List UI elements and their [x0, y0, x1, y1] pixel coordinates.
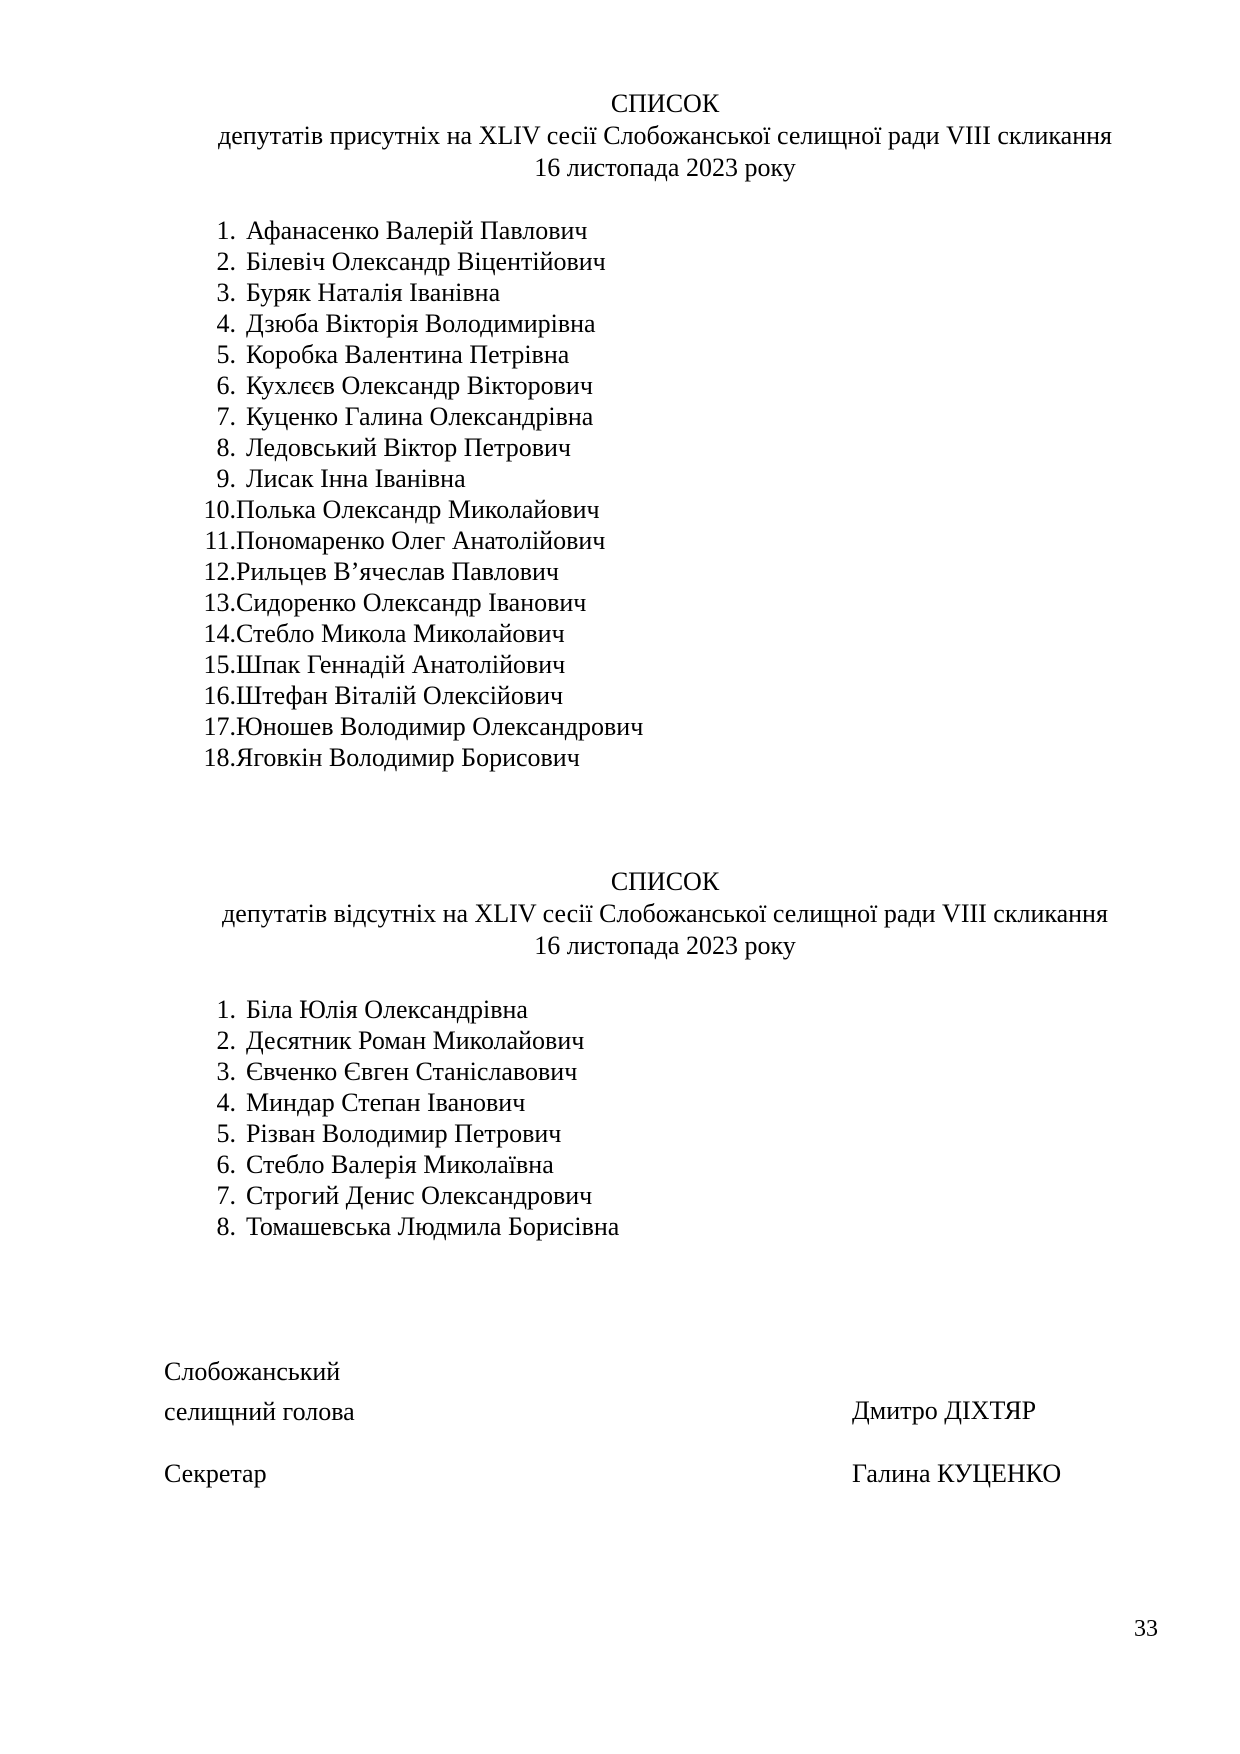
list-item: [198, 246, 643, 277]
list-item: [198, 1056, 619, 1087]
list-item-number: 7.: [216, 1181, 236, 1210]
list-item-name: Десятник Роман Миколайович: [246, 1026, 585, 1055]
list-item-name: Яговкін Володимир Борисович: [236, 743, 580, 772]
list-item-name: Стебло Валерія Миколаївна: [246, 1150, 554, 1179]
list-item: [198, 1180, 619, 1211]
list-item-name: Томашевська Людмила Борисівна: [246, 1212, 620, 1241]
list-item: [198, 1025, 619, 1056]
absent-list-heading: [0, 866, 1240, 962]
list-item: [198, 711, 643, 742]
list-item-number: 4.: [216, 1088, 236, 1117]
list-item-name: Юношев Володимир Олександрович: [236, 712, 644, 741]
list-item-number: 1.: [216, 995, 236, 1024]
list-item: [198, 1149, 619, 1180]
list-item-spacer: [236, 246, 246, 277]
list-item-number: 12.: [203, 557, 236, 586]
list-item: [198, 556, 643, 587]
list-item-name: Коробка Валентина Петрівна: [246, 340, 570, 369]
present-list-heading: [0, 88, 1240, 184]
present-list-date: 16 листопада 2023 року: [534, 153, 796, 182]
list-item-number: 5.: [216, 340, 236, 369]
head-signature-name: Дмитро ДІХТЯР: [852, 1396, 1037, 1425]
list-item-name: Буряк Наталія Іванівна: [246, 278, 501, 307]
list-item-number: 1.: [216, 216, 236, 245]
present-list-subtitle: депутатів присутніх на XLIV сесії Слобожанської селищної ради VIII скликання: [218, 121, 1112, 150]
absent-list-subtitle: депутатів відсутніх на XLIV сесії Слобожанської селищної ради VIII скликання: [222, 899, 1108, 928]
list-item: [198, 401, 643, 432]
list-item-number: 11.: [204, 526, 236, 555]
list-item-spacer: [236, 994, 246, 1025]
list-item: [198, 587, 643, 618]
list-item-name: Білевіч Олександр Віцентійович: [246, 247, 606, 276]
list-item-spacer: [236, 1180, 246, 1211]
list-item-name: Євченко Євген Станіславович: [246, 1057, 578, 1086]
list-item: [198, 742, 643, 773]
list-item: [198, 432, 643, 463]
list-item-spacer: [236, 1087, 246, 1118]
list-item-name: Миндар Степан Іванович: [246, 1088, 526, 1117]
absent-list-title: СПИСОК: [610, 867, 720, 896]
list-item-name: Біла Юлія Олександрівна: [246, 995, 528, 1024]
list-item-number: 3.: [216, 278, 236, 307]
list-item-number: 2.: [216, 1026, 236, 1055]
list-item-number: 3.: [216, 1057, 236, 1086]
list-item-spacer: [236, 308, 246, 339]
list-item-spacer: [236, 215, 246, 246]
list-item-name: Строгий Денис Олександрович: [246, 1181, 593, 1210]
list-item-name: Стебло Микола Миколайович: [236, 619, 565, 648]
list-item-number: 15.: [203, 650, 236, 679]
list-item-name: Куценко Галина Олександрівна: [246, 402, 594, 431]
list-item-number: 8.: [216, 433, 236, 462]
list-item: [198, 370, 643, 401]
list-item-spacer: [236, 1025, 246, 1056]
list-item: [198, 339, 643, 370]
head-label-line2: селищний голова: [164, 1397, 355, 1426]
list-item: [198, 494, 643, 525]
list-item-spacer: [236, 432, 246, 463]
list-item-name: Штефан Віталій Олексійович: [236, 681, 564, 710]
list-item-name: Полька Олександр Миколайович: [236, 495, 600, 524]
list-item: [198, 463, 643, 494]
list-item-number: 7.: [216, 402, 236, 431]
list-item-number: 17.: [203, 712, 236, 741]
present-list-title: СПИСОК: [610, 89, 720, 118]
absent-list-date: 16 листопада 2023 року: [534, 931, 796, 960]
list-item-number: 16.: [203, 681, 236, 710]
list-item-name: Сидоренко Олександр Іванович: [236, 588, 587, 617]
list-item-spacer: [236, 463, 246, 494]
list-item: [198, 1118, 619, 1149]
list-item-name: Шпак Геннадій Анатолійович: [236, 650, 566, 679]
list-item-spacer: [236, 1056, 246, 1087]
list-item: [198, 1087, 619, 1118]
list-item-name: Лисак Інна Іванівна: [246, 464, 466, 493]
list-item-number: 5.: [216, 1119, 236, 1148]
list-item-number: 18.: [203, 743, 236, 772]
document-page: СПИСОК депутатів присутніх на XLIV сесії Слобожанської селищної ради VIII скликання 16 листопада 2023 року 1. Афанасенко Валерій Павлович 2. Білевіч Олександр Віцентійович 3. Буряк Наталія Іванівна 4. Дзюба Вікторія Володимирівна 5. Коробка Валентина Петрівна 6. Кухлєєв Олександр Вікторович 7. Куценко Галина Олександрівна 8. Ледовський Віктор Петрович 9. Лисак Інна Іванівна 10. Полька Олександр Миколайович 11. Пономаренко Олег Анатолійович 12. Рильцев В’ячеслав Павлович 13. Сидоренко Олександр Іванович 14. Стебло Микола Миколайович 15. Шпак Геннадій Анатолійович 16. Штефан Віталій Олексійович 17. Юношев Володимир Олександрович 18. Яговкін Володимир Борисович СПИСОК депутатів відсутніх на XLIV сесії Слобожанської селищної ради VIII скликання 16 листопада 2023 року 1. Біла Юлія Олександрівна 2. Десятник Роман Миколайович 3. Євченко Євген Станіславович 4. Миндар Степан Іванович 5. Різван Володимир Петрович 6. Стебло Валерія Миколаївна 7. Строгий Денис Олександрович 8. Томашевська Людмила Борисівна Слобожанський селищний голова Дмитро ДІХТЯР Секретар Галина КУЦЕНКО 33: [0, 0, 1240, 1754]
list-item-number: 10.: [203, 495, 236, 524]
list-item-number: 6.: [216, 371, 236, 400]
list-item: [198, 277, 643, 308]
list-item-number: 2.: [216, 247, 236, 276]
head-label-line1: Слобожанський: [164, 1357, 341, 1386]
list-item-number: 13.: [203, 588, 236, 617]
list-item-name: Кухлєєв Олександр Вікторович: [246, 371, 593, 400]
absent-deputies-list: [198, 994, 619, 1242]
list-item-name: Ледовський Віктор Петрович: [246, 433, 571, 462]
list-item-spacer: [236, 277, 246, 308]
secretary-signature-label: Секретар: [164, 1459, 267, 1488]
list-item: [198, 1211, 619, 1242]
list-item-name: Різван Володимир Петрович: [246, 1119, 562, 1148]
list-item-spacer: [236, 401, 246, 432]
list-item: [198, 994, 619, 1025]
list-item: [198, 680, 643, 711]
head-signature-label: [164, 1352, 355, 1432]
list-item-spacer: [236, 1149, 246, 1180]
list-item-name: Пономаренко Олег Анатолійович: [236, 526, 606, 555]
present-deputies-list: [198, 215, 643, 773]
list-item: [198, 308, 643, 339]
list-item-number: 6.: [216, 1150, 236, 1179]
list-item: [198, 215, 643, 246]
list-item-spacer: [236, 1211, 246, 1242]
list-item: [198, 525, 643, 556]
list-item-number: 9.: [216, 464, 236, 493]
secretary-signature-name: Галина КУЦЕНКО: [852, 1459, 1062, 1488]
list-item-number: 4.: [216, 309, 236, 338]
list-item: [198, 649, 643, 680]
list-item-spacer: [236, 1118, 246, 1149]
list-item-number: 8.: [216, 1212, 236, 1241]
list-item-spacer: [236, 370, 246, 401]
list-item-spacer: [236, 339, 246, 370]
list-item-name: Афанасенко Валерій Павлович: [246, 216, 588, 245]
list-item: [198, 618, 643, 649]
list-item-name: Рильцев В’ячеслав Павлович: [236, 557, 559, 586]
list-item-name: Дзюба Вікторія Володимирівна: [246, 309, 596, 338]
list-item-number: 14.: [203, 619, 236, 648]
